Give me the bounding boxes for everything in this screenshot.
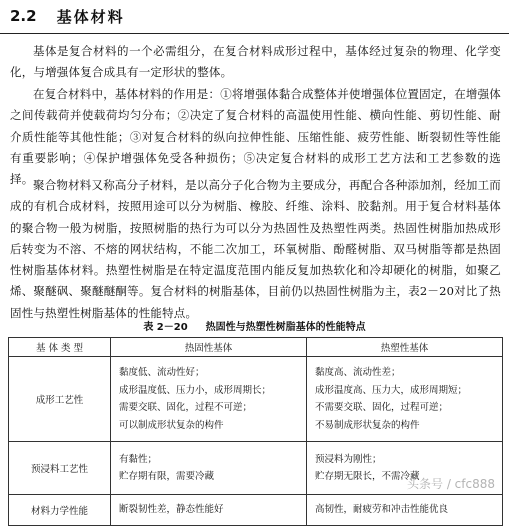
comparison-table — [8, 337, 503, 526]
section-title: 基体材料 — [56, 7, 125, 26]
row-label: 预浸料工艺性 — [9, 442, 111, 495]
table-caption-title: 热固性与热塑性树脂基体的性能特点 — [205, 322, 366, 333]
row-label: 成形工艺性 — [9, 357, 111, 442]
header-matrix-type: 基 体 类 型 — [9, 338, 111, 357]
table-caption — [0, 318, 509, 333]
cell-line: 不需要交联、固化，过程可逆； — [315, 402, 449, 413]
cell-line: 可以制成形状复杂的构件 — [119, 419, 224, 431]
cell-line: 断裂韧性差，静态性能好 — [119, 504, 224, 516]
table-header-row — [9, 338, 503, 357]
thermoset-cell — [111, 357, 307, 442]
cell-line: 成形温度高、压力大，成形周期短； — [315, 384, 468, 396]
table-caption-number: 表 2－20 — [143, 322, 188, 333]
cell-line: 高韧性，耐疲劳和冲击性能优良 — [315, 504, 449, 516]
cell-line: 贮存期有限，需要冷藏 — [119, 471, 215, 482]
thermoset-cell — [111, 442, 307, 495]
paragraph-matrix-role: 在复合材料中，基体材料的作用是：①将增强体黏合成整体并使增强体位置固定，在增强体之间传载荷并使载荷均匀分布；②决定了复合材料的高温使用性能、横向性能、剪切性能、耐介质性能等其他性能；③对复合材料的纵向拉伸性能、压缩性能、疲劳性能、断裂韧性等性能有重要影响；④保护增强体免受各种损伤；⑤决定复合材料的成形工艺方法和工艺参数的选择。 — [10, 87, 501, 187]
section-heading — [10, 3, 125, 29]
header-thermoplastic: 热塑性基体 — [307, 338, 503, 357]
heading-rule — [0, 33, 509, 34]
header-thermoset: 热固性基体 — [111, 338, 307, 357]
cell-line: 黏度低、流动性好； — [119, 367, 205, 378]
watermark: 头条号 / cfc888 — [407, 477, 495, 491]
cell-line: 成形温度低、压力小，成形周期长； — [119, 384, 272, 396]
table-row — [9, 357, 503, 442]
section-number: 2.2 — [10, 7, 37, 25]
cell-line: 贮存期无限长，不需冷藏 — [315, 471, 420, 482]
thermoplastic-cell — [307, 495, 503, 526]
cell-line: 有黏性； — [119, 453, 158, 465]
cell-line: 需要交联、固化，过程不可逆； — [119, 402, 253, 413]
cell-line: 不易制成形状复杂的构件 — [315, 419, 420, 431]
thermoset-cell — [111, 495, 307, 526]
table-row — [9, 495, 503, 526]
thermoplastic-cell — [307, 357, 503, 442]
paragraph-polymer: 聚合物材料又称高分子材料，是以高分子化合物为主要成分，再配合各种添加剂，经加工而成的有机合成材料，按照用途可以分为树脂、橡胶、纤维、涂料、胶黏剂。用于复合材料基体的聚合物一般为树脂，按照树脂的热行为可以分为热固性及热塑性两类。热固性树脂加热成形后转变为不溶、不熔的网状结构，不能二次加工，环氧树脂、酚醛树脂、双马树脂等都是热固性树脂基体材料。热塑性树脂是在特定温度范围内能反复加热软化和冷却硬化的树脂，如聚乙烯、聚醚砜、聚醚醚酮等。复合材料的树脂基体，目前仍以热固性树脂为主，表2－20对比了热固性与热塑性树脂基体的性能特点。 — [10, 178, 501, 320]
cell-line: 黏度高、流动性差； — [315, 367, 401, 378]
paragraph-intro: 基体是复合材料的一个必需组分，在复合材料成形过程中，基体经过复杂的物理、化学变化，与增强体复合成具有一定形状的整体。 — [10, 44, 501, 80]
row-label: 材料力学性能 — [9, 495, 111, 526]
cell-line: 预浸料为刚性； — [315, 453, 382, 465]
